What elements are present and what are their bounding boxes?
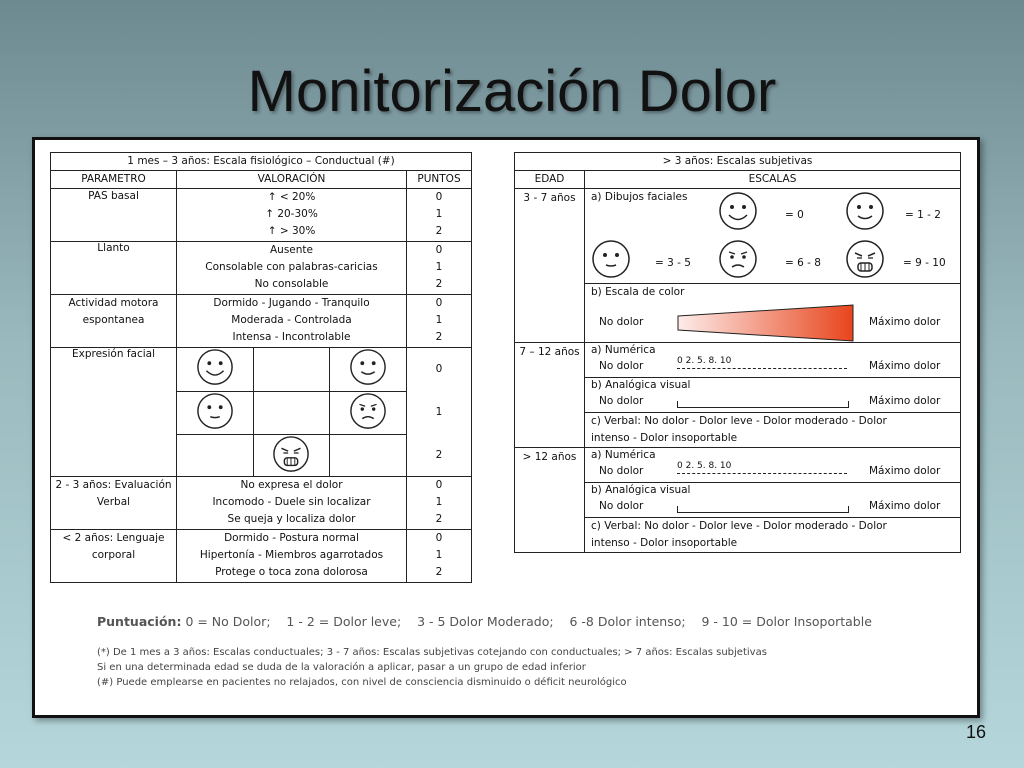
no-pain-label: No dolor [599,395,644,407]
color-gradient-scale [677,304,855,342]
age-group-label: > 12 años [515,448,585,553]
facial-scale-label: a) Dibujos faciales [591,191,688,203]
table-row [51,189,472,242]
crying-face-icon [845,239,885,279]
parameter-label: 2 - 3 años: Evaluación Verbal [51,477,177,530]
table-row [51,242,472,295]
value-line: No consolable [254,278,329,290]
verbal-scale-line: c) Verbal: No dolor - Dolor leve - Dolor moderado - Dolor [591,520,887,532]
value-line: Ausente [270,244,313,256]
face-score: = 6 - 8 [785,257,821,269]
neutral-face-icon [196,392,234,430]
value-line: ↑ 20-30% [265,208,318,220]
value-line: Dormido - Postura normal [224,532,359,544]
points-value: 0 [435,479,443,491]
visual-scale-line [677,401,849,408]
value-line: Se queja y localiza dolor [227,513,356,525]
scoring-footer [97,614,957,690]
max-pain-label: Máximo dolor [869,500,941,512]
table-header: 1 mes – 3 años: Escala fisiológico – Conductual (#) [51,153,472,171]
happy-face-icon [845,191,885,231]
no-pain-label: No dolor [599,316,644,328]
page-number: 16 [965,722,986,742]
no-pain-label: No dolor [599,360,644,372]
color-scale-label: b) Escala de color [591,286,685,298]
points-value: 1 [435,406,443,418]
no-pain-label: No dolor [599,500,644,512]
points-value: 0 [435,363,443,375]
neutral-face-icon [591,239,631,279]
points-value: 2 [435,225,443,237]
column-header: ESCALAS [585,171,961,189]
table-row [51,295,472,348]
value-line: Consolable con palabras-caricias [205,261,378,273]
points-value: 1 [435,261,443,273]
face-score: = 0 [785,209,804,221]
numeric-ticks: 0 2. 5. 8. 10 [677,461,732,471]
visual-scale-label: b) Analógica visual [591,379,691,391]
parameter-label: Llanto [51,242,177,295]
numeric-scale-label: a) Numérica [591,344,656,356]
age-group-label: 3 - 7 años [515,189,585,343]
value-line: Incomodo - Duele sin localizar [212,496,371,508]
footnote: (#) Puede emplearse en pacientes no relajados, con nivel de consciencia disminuido o déficit neurológico [97,677,627,688]
max-pain-label: Máximo dolor [869,360,941,372]
max-pain-label: Máximo dolor [869,316,941,328]
numeric-scale-label: a) Numérica [591,449,656,461]
column-header: VALORACIÓN [177,171,407,189]
numeric-scale-line [677,368,847,369]
points-value: 0 [435,297,443,309]
value-line: Dormido - Jugando - Tranquilo [213,297,370,309]
points-value: 0 [435,532,443,544]
value-line: ↑ < 20% [267,191,316,203]
score-legend: 0 = No Dolor; 1 - 2 = Dolor leve; 3 - 5 Dolor Moderado; 6 -8 Dolor intenso; 9 - 10 = Dolor Insoportable [185,614,872,629]
verbal-scale-line: intenso - Dolor insoportable [591,537,738,549]
parameter-label: < 2 años: Lenguaje corporal [51,530,177,583]
pain-scale-sheet [32,137,980,718]
max-pain-label: Máximo dolor [869,395,941,407]
points-value: 1 [435,549,443,561]
column-header: PARAMETRO [51,171,177,189]
parameter-label: PAS basal [51,189,177,242]
face-score: = 1 - 2 [905,209,941,221]
points-value: 2 [435,278,443,290]
visual-scale-label: b) Analógica visual [591,484,691,496]
score-label: Puntuación: [97,614,182,629]
column-header: PUNTOS [407,171,472,189]
parameter-label: Actividad motora espontanea [51,295,177,348]
value-line: Protege o toca zona dolorosa [215,566,368,578]
verbal-scale-line: intenso - Dolor insoportable [591,432,738,444]
smiling-face-icon [196,348,234,386]
value-line: No expresa el dolor [240,479,343,491]
face-score: = 3 - 5 [655,257,691,269]
footnote: (*) De 1 mes a 3 años: Escalas conductuales; 3 - 7 años: Escalas subjetivas cotejando con conductuales; > 7 años: Escalas subjetivas [97,647,767,658]
worried-face-icon [718,239,758,279]
points-value: 0 [435,244,443,256]
points-value: 2 [435,331,443,343]
value-line: Intensa - Incontrolable [232,331,351,343]
points-value: 0 [435,191,443,203]
happy-face-icon [349,348,387,386]
face-score: = 9 - 10 [903,257,946,269]
table-row [51,477,472,530]
points-value: 1 [435,208,443,220]
numeric-scale-line [677,473,847,474]
visual-scale-line [677,506,849,513]
points-value: 2 [435,566,443,578]
points-value: 2 [435,513,443,525]
points-value: 2 [435,449,443,461]
parameter-label: Expresión facial [51,348,177,477]
subjective-scale-table [514,152,961,553]
points-value: 1 [435,496,443,508]
no-pain-label: No dolor [599,465,644,477]
value-line: ↑ > 30% [267,225,316,237]
max-pain-label: Máximo dolor [869,465,941,477]
table-row [51,530,472,583]
age-group-label: 7 – 12 años [515,343,585,448]
value-line: Hipertonía - Miembros agarrotados [199,549,384,561]
worried-face-icon [349,392,387,430]
column-header: EDAD [515,171,585,189]
points-value: 1 [435,314,443,326]
table-row [51,348,472,477]
numeric-ticks: 0 2. 5. 8. 10 [677,356,732,366]
behavioral-scale-table [50,152,472,583]
smiling-face-icon [718,191,758,231]
slide-title: Monitorización Dolor [247,59,777,124]
verbal-scale-line: c) Verbal: No dolor - Dolor leve - Dolor moderado - Dolor [591,415,887,427]
value-line: Moderada - Controlada [231,314,352,326]
footnote: Si en una determinada edad se duda de la valoración a aplicar, pasar a un grupo de edad inferior [97,662,586,673]
table-header: > 3 años: Escalas subjetivas [515,153,961,171]
crying-face-icon [272,435,310,473]
